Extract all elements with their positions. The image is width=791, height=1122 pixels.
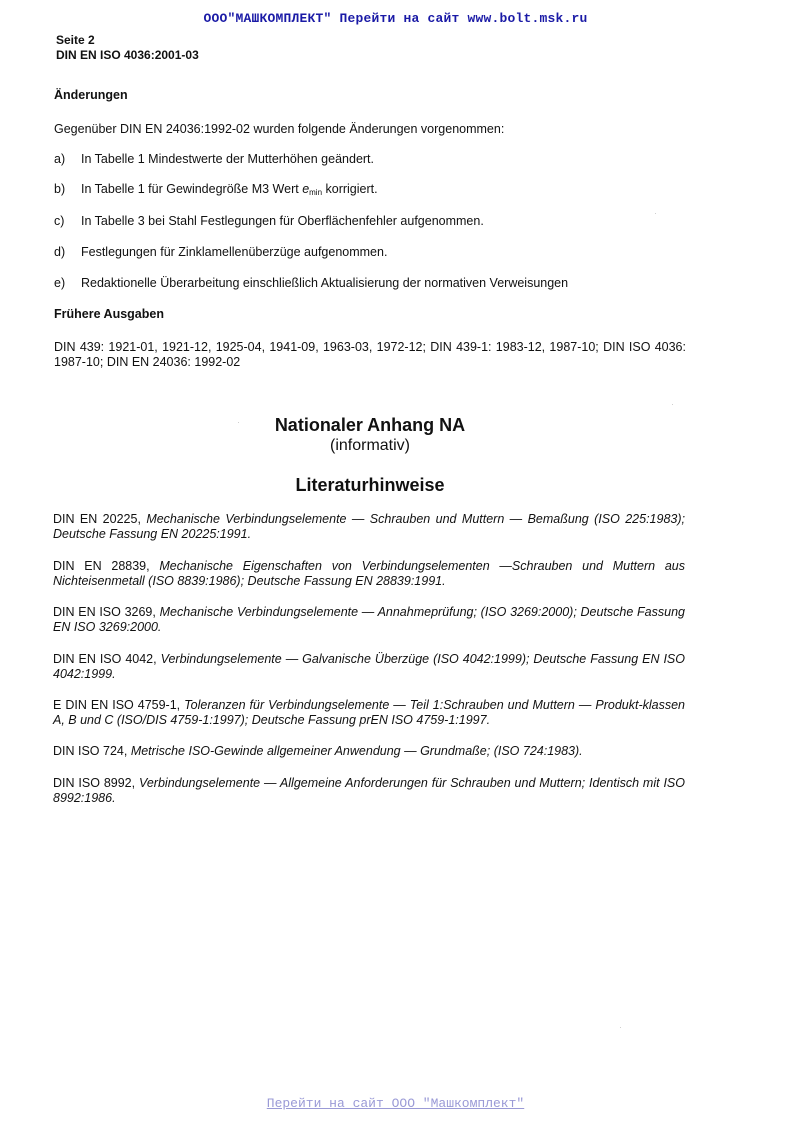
scan-speck [672,404,673,405]
change-item-label: e) [54,276,66,290]
reference-code: DIN EN 20225, [53,512,147,526]
scan-speck [620,1027,621,1028]
bibliography-entry [53,559,685,589]
reference-title: Mechanische Verbindungselemente — Schrauben und Muttern — Bemaßung (ISO 225:1983); Deutsche Fassung EN 20225:1991. [53,512,685,541]
reference-code: DIN EN ISO 3269, [53,605,160,619]
change-item [54,276,568,290]
annex-title: Nationaler Anhang NA [274,415,466,435]
reference-title: Toleranzen für Verbindungselemente — Teil 1:Schrauben und Muttern — Produkt-klassen A, B und C (ISO/DIS 4759-1:1997); Deutsche Fassung prEN ISO 4759-1:1997. [53,698,685,727]
symbol-e: e [302,182,310,196]
reference-title: Metrische ISO-Gewinde allgemeiner Anwendung — Grundmaße; (ISO 724:1983). [130,744,583,758]
change-item [54,214,484,228]
reference-code: DIN EN ISO 4042, [53,652,161,666]
change-item [54,182,378,197]
change-item-text: In Tabelle 3 bei Stahl Festlegungen für Oberflächenfehler aufgenommen. [81,214,484,228]
changes-intro: Gegenüber DIN EN 24036:1992-02 wurden folgende Änderungen vorgenommen: [54,122,505,136]
reference-code: E DIN EN ISO 4759-1, [53,698,185,712]
top-site-link[interactable]: ООО"МАШКОМПЛЕКТ" Перейти на сайт www.bolt.msk.ru [203,11,588,26]
change-item-label: b) [54,182,66,196]
change-item-text: Festlegungen für Zinklamellenüberzüge aufgenommen. [81,245,388,259]
reference-title: Mechanische Verbindungselemente — Annahmeprüfung; (ISO 3269:2000); Deutsche Fassung EN ISO 3269:2000. [53,605,685,634]
bibliography-entry [53,652,685,682]
change-item-text: Redaktionelle Überarbeitung einschließlich Aktualisierung der normativen Verweisungen [81,276,569,290]
change-item-label: d) [54,245,66,259]
reference-code: DIN EN 28839, [53,559,160,573]
change-item-label: c) [54,214,65,228]
reference-title: Mechanische Eigenschaften von Verbindungselementen —Schrauben und Muttern aus Nichteisenmetall (ISO 8839:1986); Deutsche Fassung EN 28839:1991. [53,559,685,588]
change-item-text: In Tabelle 1 Mindestwerte der Mutterhöhen geändert. [81,152,375,166]
reference-code: DIN ISO 8992, [53,776,139,790]
page-header [56,33,199,63]
standard-designation: DIN EN ISO 4036:2001-03 [56,48,199,62]
change-item [54,152,374,166]
scan-speck [238,422,239,423]
bottom-site-link[interactable]: Перейти на сайт ООО "Машкомплект" [266,1096,525,1111]
annex-subtitle: (informativ) [329,437,410,454]
reference-title: Verbindungselemente — Allgemeine Anforderungen für Schrauben und Muttern; Identisch mit ISO 8992:1986. [53,776,685,805]
bibliography-entry [53,605,685,635]
change-item-text: In Tabelle 1 für Gewindegröße M3 Wert [81,182,303,196]
symbol-subscript: min [309,188,323,197]
bibliography-entry [53,744,685,759]
reference-code: DIN ISO 724, [53,744,131,758]
change-item-label: a) [54,152,66,166]
reference-title: Verbindungselemente — Galvanische Überzüge (ISO 4042:1999); Deutsche Fassung EN ISO 4042:1999. [53,652,685,681]
bibliography-heading: Literaturhinweise [295,475,445,495]
page-number: Seite 2 [56,33,95,47]
bibliography-entry [53,512,685,542]
bibliography-entry [53,698,685,728]
change-item-text-end: korrigiert. [322,182,378,196]
change-item [54,245,387,259]
earlier-editions-text: DIN 439: 1921-01, 1921-12, 1925-04, 1941-09, 1963-03, 1972-12; DIN 439-1: 1983-12, 1987-10; DIN ISO 4036: 1987-10; DIN EN 24036: 1992-02 [54,340,686,369]
bibliography-entry [53,776,685,806]
earlier-editions-heading: Frühere Ausgaben [54,307,164,321]
scan-speck [655,213,656,214]
changes-heading: Änderungen [54,88,128,102]
